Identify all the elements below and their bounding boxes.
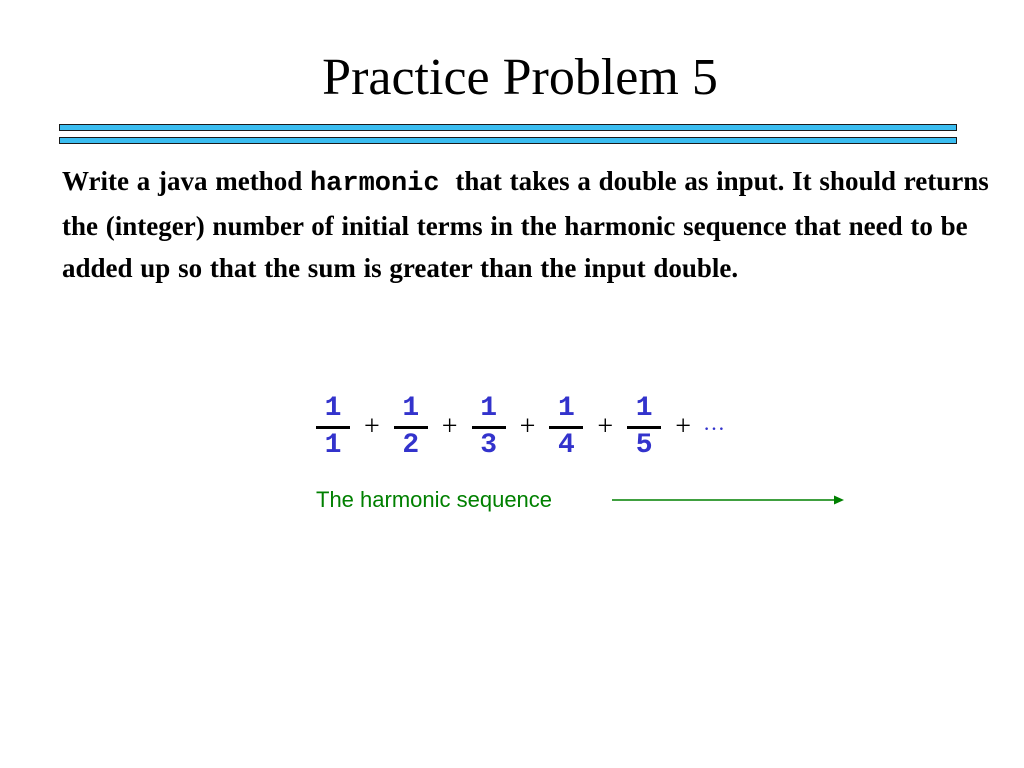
fraction-term xyxy=(470,394,508,461)
fraction-bar xyxy=(549,426,583,429)
fraction-term xyxy=(314,394,352,461)
plus-operator: + xyxy=(519,411,536,442)
plus-operator: + xyxy=(364,411,380,442)
method-name-code: harmonic xyxy=(309,169,440,199)
fraction-denominator: 2 xyxy=(402,429,420,461)
plus-operator: + xyxy=(675,411,691,442)
fraction-bar xyxy=(472,426,506,429)
fraction-numerator: 1 xyxy=(324,392,342,424)
title-underline-top xyxy=(59,124,957,131)
harmonic-formula xyxy=(314,392,725,462)
plus-operator: + xyxy=(441,411,458,442)
fraction-numerator: 1 xyxy=(557,392,575,424)
problem-statement xyxy=(62,160,1002,289)
formula-ellipsis: … xyxy=(702,410,725,435)
title-underline-bottom xyxy=(59,137,957,144)
fraction-denominator: 4 xyxy=(557,429,575,461)
fraction-term xyxy=(547,394,585,461)
slide-title: Practice Problem 5 xyxy=(322,49,718,106)
fraction-denominator: 3 xyxy=(480,429,497,461)
fraction-denominator: 1 xyxy=(324,429,342,461)
harmonic-sequence-caption: The harmonic sequence xyxy=(316,487,553,512)
fraction-bar xyxy=(316,426,350,429)
fraction-term xyxy=(625,394,663,461)
plus-operator: + xyxy=(597,411,614,442)
fraction-denominator: 5 xyxy=(635,429,653,461)
fraction-numerator: 1 xyxy=(480,392,497,424)
fraction-numerator: 1 xyxy=(635,392,653,424)
fraction-term xyxy=(392,394,430,461)
problem-text-after: that takes a double as input. It should returns the (integer) number of initial terms in the harmonic sequence that need to be added up so that the sum is greater than the input double. xyxy=(62,166,989,283)
problem-text-before: Write a java method xyxy=(62,166,303,196)
fraction-bar xyxy=(627,426,661,429)
caption-arrow-icon xyxy=(612,493,844,507)
fraction-numerator: 1 xyxy=(402,392,420,424)
fraction-bar xyxy=(394,426,428,429)
